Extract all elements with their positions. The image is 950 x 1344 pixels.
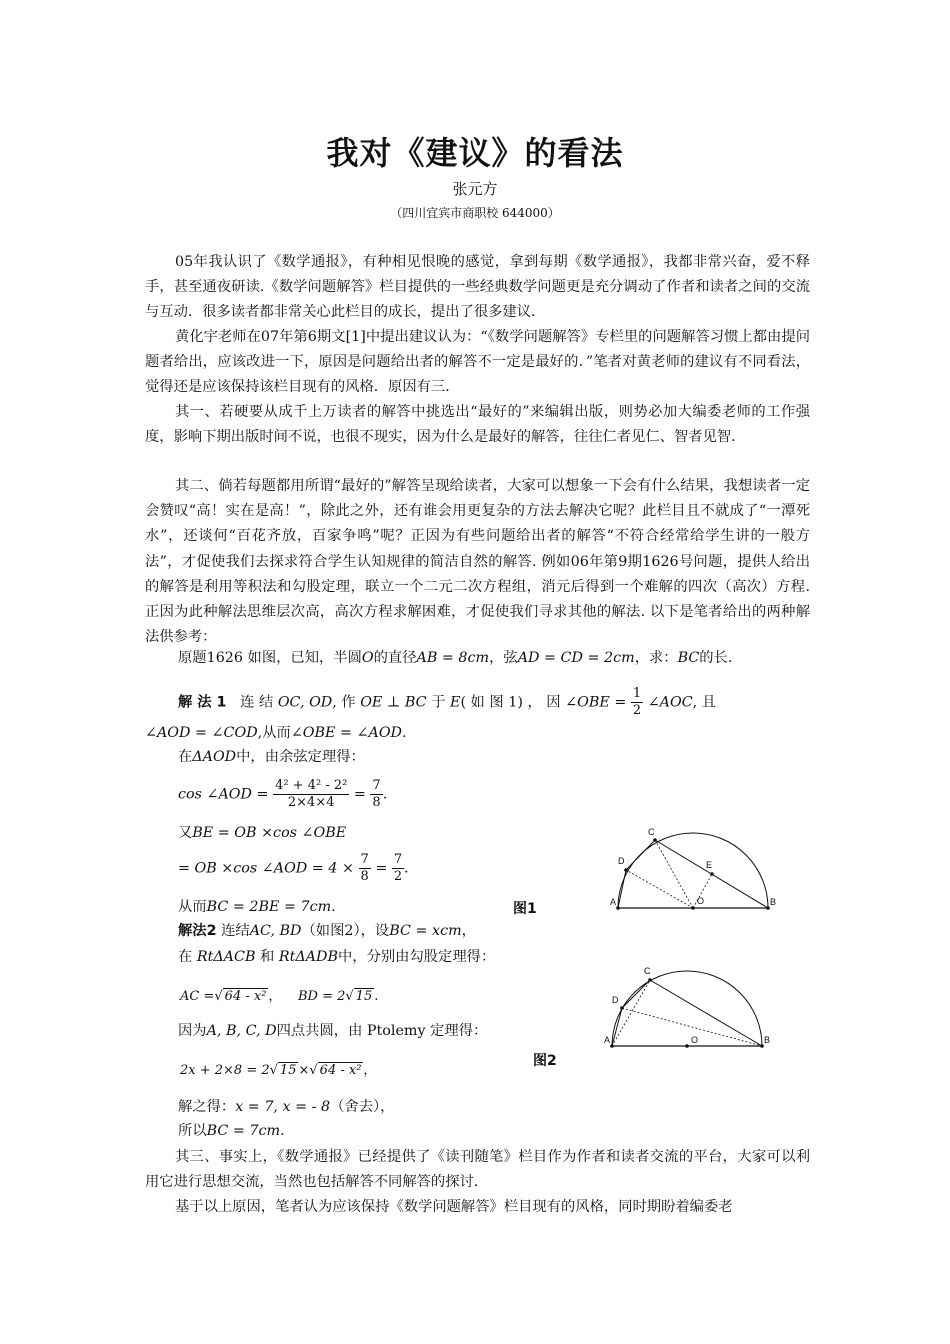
figure-1 bbox=[600, 824, 790, 916]
solution1-line5 bbox=[178, 822, 346, 844]
affiliation: （四川宜宾市商职校 644000） bbox=[390, 206, 560, 220]
math-o: O bbox=[361, 650, 374, 666]
text: ,从而 bbox=[257, 725, 291, 741]
fraction-cos bbox=[273, 778, 349, 811]
paragraph-3: 其一、若硬要从成千上万读者的解答中挑选出“最好的”来编辑出版，则势必加大编委老师的工作强度，影响下期出版时间不说，也很不现实，因为什么是最好的解答，往往仁者见仁、智者见智． bbox=[145, 404, 810, 446]
label-b: B bbox=[770, 897, 777, 907]
math: A, B, C, D bbox=[206, 1023, 277, 1039]
radicand: 15 bbox=[279, 1063, 297, 1078]
problem-text: ，求： bbox=[634, 650, 678, 666]
paragraph-5: 其三、事实上，《数学通报》已经提供了《读刊随笔》栏目作为作者和读者交流的平台，大家可以利用它进行思想交流，当然也包括解答不同解答的探讨． bbox=[145, 1149, 810, 1191]
math-ab: AB = 8cm bbox=[416, 650, 490, 666]
period: . bbox=[382, 786, 388, 803]
label-d: D bbox=[618, 856, 625, 866]
math: BD = 2 bbox=[297, 989, 346, 1004]
times: × bbox=[298, 1063, 310, 1078]
text: （舍去）， bbox=[330, 1099, 395, 1115]
ptolemy-equation: 2x + 2×8 = 2√ 15 ×√ 64 - x² ， bbox=[180, 1063, 377, 1078]
math: ∠OBE = bbox=[565, 694, 627, 711]
math-adcd: AD = CD = 2cm bbox=[517, 650, 635, 666]
solution1-line3 bbox=[178, 746, 365, 768]
math: BC = xcm bbox=[389, 923, 462, 939]
paragraph-4: 其二、倘若每题都用所谓“最好的”解答呈现给读者，大家可以想象一下会有什么结果，我想读者一定会赞叹“高！实在是高！”，除此之外，还有谁会用更复杂的方法去解决它呢？此栏目且不就成了“一潭死水”，还谈何“百花齐放，百家争鸣”呢？正因为有些问题给出者的解答“不符合经常给学生讲的一般方法”，才促使我们去探求符合学生认知规律的简洁自然的解答. 例如06年第9期1626号问题，提供人给出的解答是利用等积法和勾股定理，联立一个二元二次方程组，消元后得到一个难解的四次（高次）方程. 正因为此种解法思维层次高，高次方程求解困难，才促使我们寻求其他的解法. 以下是笔者给出的两种解法供参考： bbox=[145, 478, 810, 646]
math: E bbox=[450, 694, 461, 711]
equals: = bbox=[353, 786, 366, 803]
problem-prefix: 原题1626 如图，已知，半圆 bbox=[178, 650, 362, 666]
math: OC, OD bbox=[277, 694, 333, 711]
text: , 作 bbox=[332, 694, 356, 711]
problem-text: 的长. bbox=[699, 650, 733, 666]
math-bc: BC bbox=[677, 650, 700, 666]
text: ( 如 图 1) ， 因 bbox=[460, 694, 561, 711]
numerator: 7 bbox=[393, 852, 403, 867]
denominator: 2 bbox=[393, 869, 403, 884]
text: 中，分别由勾股定理得： bbox=[337, 949, 496, 965]
math: AC = bbox=[180, 989, 215, 1004]
label-o: O bbox=[691, 1035, 699, 1045]
cosine-equation bbox=[178, 778, 387, 811]
label-a: A bbox=[604, 1035, 611, 1045]
solution1-label: 解 法 1 bbox=[178, 694, 227, 711]
math: RtΔADB bbox=[278, 949, 338, 965]
text: 在 bbox=[178, 749, 193, 765]
denominator: 2×4×4 bbox=[287, 795, 335, 810]
fraction-7-8 bbox=[370, 778, 382, 811]
math: OE ⊥ BC bbox=[360, 694, 427, 711]
period: . bbox=[404, 860, 409, 877]
fraction-7-8b bbox=[359, 852, 371, 885]
comma: ， bbox=[268, 989, 282, 1004]
math: BE = OB ×cos ∠OBE bbox=[192, 825, 347, 841]
math: ∠AOC bbox=[647, 694, 693, 711]
paragraph-2: 黄化宇老师在07年第6期文[1]中提出建议认为：“《数学问题解答》专栏里的问题解答习惯上都由提问题者给出，应该改进一下，原因是问题给出者的解答不一定是最好的．”笔者对黄老师的建议有不同看法，觉得还是应该保持该栏目现有的风格．原因有三． bbox=[145, 329, 810, 396]
math: ∠OBE = ∠AOD bbox=[290, 725, 403, 741]
math: ∠AOD = ∠COD bbox=[145, 725, 258, 741]
comma: ， bbox=[363, 1063, 377, 1078]
text: （如图2），设 bbox=[301, 923, 390, 939]
text: . bbox=[331, 899, 336, 915]
label-c: C bbox=[644, 966, 651, 976]
math: BC = 2BE = 7cm bbox=[206, 899, 332, 915]
numerator: 4² + 4² - 2² bbox=[275, 778, 348, 793]
radicand: 64 - x² bbox=[319, 1063, 362, 1078]
paper-title: 我对《建议》的看法 bbox=[326, 134, 624, 172]
numerator: 1 bbox=[632, 686, 642, 701]
pythagoras-equations: AC =√ 64 - x² ， BD = 2√ 15 . bbox=[180, 989, 379, 1004]
text: 中，由余弦定理得： bbox=[236, 749, 365, 765]
text: 四点共圆，由 Ptolemy 定理得： bbox=[276, 1023, 488, 1039]
text: 解之得： bbox=[178, 1099, 236, 1115]
figure-2 bbox=[600, 962, 790, 1052]
solution2-line1 bbox=[178, 920, 476, 942]
period: . bbox=[374, 989, 379, 1004]
problem-text: ，弦 bbox=[489, 650, 518, 666]
equals: = bbox=[375, 860, 388, 877]
math: 2x + 2×8 = 2 bbox=[180, 1063, 270, 1078]
math: ΔAOD bbox=[192, 749, 237, 765]
text: 连结 bbox=[221, 923, 250, 939]
text: 连 结 bbox=[240, 694, 274, 711]
fraction-7-2 bbox=[392, 852, 404, 885]
math: x = 7, x = - 8 bbox=[235, 1099, 331, 1115]
label-a: A bbox=[610, 897, 617, 907]
paragraph-1: 05年我认识了《数学通报》，有种相见恨晚的感觉，拿到每期《数学通报》，我都非常兴奋，爱不释手，甚至通夜研读.《数学问题解答》栏目提供的一些经典数学问题更是充分调动了作者和读者之间的交流与互动．很多读者都非常关心此栏目的成长，提出了很多建议． bbox=[145, 254, 810, 321]
figure-2-caption: 图2 bbox=[533, 1053, 557, 1069]
math: RtΔACB bbox=[196, 949, 256, 965]
label-e: E bbox=[706, 860, 713, 870]
text: . bbox=[402, 725, 407, 741]
denominator: 8 bbox=[360, 869, 369, 884]
fraction-half bbox=[631, 686, 643, 719]
label-b: B bbox=[764, 1035, 771, 1045]
problem-text: 的直径 bbox=[373, 650, 417, 666]
math: BC = 7cm bbox=[206, 1123, 281, 1139]
text: 和 bbox=[260, 949, 275, 965]
solution2-line4 bbox=[178, 1020, 487, 1042]
text: 所以 bbox=[178, 1123, 207, 1139]
solution1-line2 bbox=[145, 722, 407, 744]
text: 因为 bbox=[178, 1023, 207, 1039]
solution1-line6 bbox=[178, 852, 409, 885]
text: 于 bbox=[431, 694, 446, 711]
text: ， bbox=[461, 923, 476, 939]
math: = OB ×cos ∠AOD = 4 × bbox=[178, 860, 354, 877]
text: 从而 bbox=[178, 899, 207, 915]
math: cos ∠AOD = bbox=[178, 786, 269, 803]
paragraph-6: 基于以上原因，笔者认为应该保持《数学问题解答》栏目现有的风格，同时期盼着编委老 bbox=[175, 1199, 733, 1215]
label-c: C bbox=[648, 827, 655, 837]
text: 又 bbox=[178, 825, 193, 841]
solution2-line7 bbox=[178, 1120, 285, 1142]
solution2-line2 bbox=[178, 946, 495, 968]
problem-statement bbox=[178, 647, 732, 669]
math: AC, BD bbox=[249, 923, 302, 939]
solution1-line7 bbox=[178, 896, 336, 918]
text: 在 bbox=[178, 949, 193, 965]
figure-1-caption: 图1 bbox=[513, 901, 537, 917]
numerator: 7 bbox=[372, 778, 381, 793]
solution2-label: 解法2 bbox=[178, 923, 217, 939]
denominator: 2 bbox=[632, 703, 642, 718]
solution1-line1 bbox=[178, 686, 716, 719]
label-d: D bbox=[612, 995, 619, 1005]
numerator: 7 bbox=[360, 852, 369, 867]
label-o: O bbox=[697, 896, 705, 906]
radicand: 64 - x² bbox=[224, 989, 267, 1004]
text: . bbox=[280, 1123, 285, 1139]
solution2-line6 bbox=[178, 1096, 394, 1118]
denominator: 8 bbox=[372, 795, 381, 810]
radicand: 15 bbox=[355, 989, 373, 1004]
text: , 且 bbox=[692, 694, 717, 711]
author: 张元方 bbox=[452, 180, 498, 198]
